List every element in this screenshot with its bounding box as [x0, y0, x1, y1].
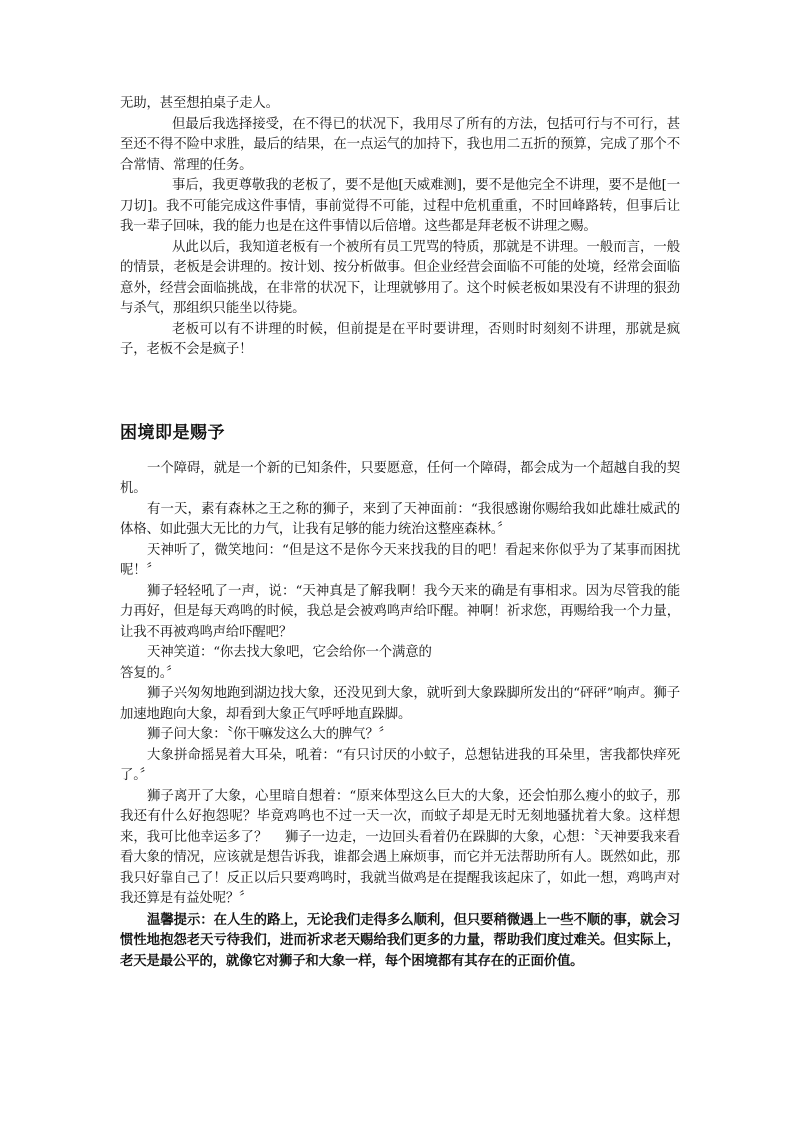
story-paragraph-2: 有一天，素有森林之王之称的狮子，来到了天神面前：“我很感谢你赐给我如此雄壮威武的体格、如此强大无比的力气，让我有足够的能力统治这整座森林。〞 [120, 501, 680, 537]
document-page [120, 94, 680, 971]
story-paragraph-7: 狮子问大象：〝你干嘛发这么大的脾气？〞 [147, 727, 392, 742]
paragraph-3: 事后，我更尊敬我的老板了，要不是他[天威难测]，要不是他完全不讲理，要不是他[一刀切]。我不可能完成这件事情，事前觉得不可能，过程中危机重重，不时回峰路转，但事后让我一辈子回味，我的能力也是在这件事情以后倍增。这些都是拜老板不讲理之赐。 [120, 178, 680, 234]
story-paragraph-4: 狮子轻轻吼了一声，说：“天神真是了解我啊！我今天来的确是有事相求。因为尽管我的能力再好，但是每天鸡鸣的时候，我总是会被鸡鸣声给吓醒。神啊！祈求您，再赐给我一个力量，让我不再被鸡鸣声给吓醒吧？ [120, 583, 680, 640]
tip-paragraph: 温馨提示：在人生的路上，无论我们走得多么顺利，但只要稍微遇上一些不顺的事，就会习惯性地抱怨老天亏待我们，进而祈求老天赐给我们更多的力量，帮助我们度过难关。但实际上，老天是最公平的，就像它对狮子和大象一样，每个困境都有其存在的正面价值。 [120, 911, 680, 969]
story-paragraph-3: 天神听了，微笑地问：“但是这不是你今天来找我的目的吧！看起来你似乎为了某事而困扰呢！〞 [120, 542, 680, 578]
story-paragraph-9: 狮子离开了大象，心里暗自想着：“原来体型这么巨大的大象，还会怕那么瘦小的蚊子，那我还有什么好抱怨呢？毕竟鸡鸣也不过一天一次，而蚊子却是无时无刻地骚扰着大象。这样想来，我可比他幸运多了？ 狮子一边走，一边回头看着仍在跺脚的大象，心想：〝天神要我来看看大象的情况，应该就是想告诉我，谁都会遇上麻烦事，而它并无法帮助所有人。既然如此，那我只好靠自己了！反正以后只要鸡鸣时，我就当做鸡是在提醒我该起床了，如此一想，鸡鸣声对我还算是有益处呢？〞 [120, 788, 680, 906]
paragraph-2: 但最后我选择接受，在不得已的状况下，我用尽了所有的方法，包括可行与不可行，甚至还不得不险中求胜，最后的结果，在一点运气的加持下，我也用二五折的预算，完成了那个不合常情、常理的任务。 [120, 116, 680, 173]
section-spacer [120, 361, 680, 421]
paragraph-5: 老板可以有不讲理的时候，但前提是在平时要讲理，否则时时刻刻不讲理，那就是疯子，老板不会是疯子！ [120, 321, 680, 357]
paragraph-4: 从此以后，我知道老板有一个被所有员工咒骂的特质，那就是不讲理。一般而言，一般的情景，老板是会讲理的。按计划、按分析做事。但企业经营会面临不可能的处境，经常会面临意外，经营会面临挑战，在非常的状况下，让理就够用了。这个时候老板如果没有不讲理的狠劲与杀气，那组织只能坐以待毙。 [120, 239, 680, 316]
story-paragraph-6: 狮子兴匆匆地跑到湖边找大象，还没见到大象，就听到大象跺脚所发出的“砰砰”响声。狮子加速地跑向大象，却看到大象正气呼呼地直跺脚。 [120, 686, 680, 722]
story-paragraph-8: 大象拼命摇晃着大耳朵，吼着：“有只讨厌的小蚊子，总想钻进我的耳朵里，害我都快痒死了。〞 [120, 747, 680, 783]
paragraph-1: 无助，甚至想拍桌子走人。 [120, 96, 279, 111]
section-title: 困境即是赐予 [120, 422, 225, 443]
story-paragraph-1: 一个障碍，就是一个新的已知条件，只要愿意，任何一个障碍，都会成为一个超越自我的契机。 [120, 460, 680, 496]
story-paragraph-5: 天神笑道：“你去找大象吧，它会给你一个满意的 [147, 645, 432, 660]
story-paragraph-5-cont: 答复的。〞 [120, 665, 180, 681]
